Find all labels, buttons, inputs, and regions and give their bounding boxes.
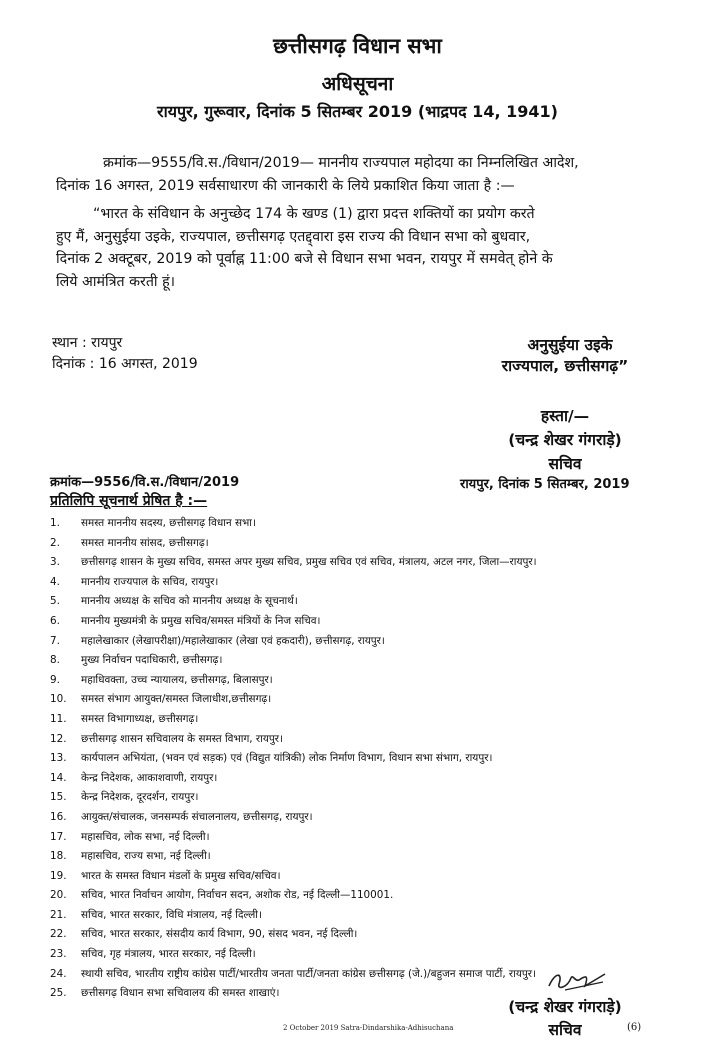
list-item-text: सचिव, भारत सरकार, विधि मंत्रालय, नई दिल्ली। <box>81 908 262 921</box>
list-item-number: 13. <box>50 752 67 765</box>
list-item-text: समस्त माननीय सांसद, छत्तीसगढ़। <box>81 536 209 549</box>
list-item-number: 23. <box>50 948 67 961</box>
list-item <box>50 534 537 554</box>
notification-heading: अधिसूचना <box>321 73 394 95</box>
assembly-title: छत्तीसगढ़ विधान सभा <box>273 34 442 58</box>
page-number: (6) <box>627 1022 642 1033</box>
list-item <box>50 925 537 945</box>
dateline: रायपुर, गुरूवार, दिनांक 5 सितम्बर 2019 (भाद्रपद 14, 1941) <box>157 102 558 121</box>
list-item-text: समस्त विभागाध्यक्ष, छत्तीसगढ़। <box>81 712 199 725</box>
summons-line: “भारत के संविधान के अनुच्छेद 174 के खण्ड (1) द्वारा प्रदत्त शक्तियों का प्रयोग करते <box>93 206 535 222</box>
list-item-number: 25. <box>50 987 67 1000</box>
list-item-text: छत्तीसगढ़ शासन सचिवालय के समस्त विभाग, रायपुर। <box>81 732 283 745</box>
list-item-number: 6. <box>50 614 60 627</box>
list-item <box>50 886 537 906</box>
list-item <box>50 632 537 652</box>
list-item <box>50 651 537 671</box>
list-item-text: आयुक्त/संचालक, जनसम्पर्क संचालनालय, छत्तीसगढ़, रायपुर। <box>81 810 313 823</box>
copy-heading: प्रतिलिपि सूचनार्थ प्रेषित है :— <box>50 493 208 509</box>
list-item-text: महासचिव, राज्य सभा, नई दिल्ली। <box>81 850 211 863</box>
list-item <box>50 984 537 1004</box>
list-item-number: 18. <box>50 850 67 863</box>
handwritten-signature <box>545 968 615 998</box>
list-item <box>50 671 537 691</box>
list-item-number: 15. <box>50 791 67 804</box>
list-item-text: माननीय राज्यपाल के सचिव, रायपुर। <box>81 575 219 588</box>
list-item <box>50 592 537 612</box>
signed-mark: हस्ता/— <box>540 407 590 425</box>
list-item-text: महालेखाकार (लेखापरीक्षा)/महालेखाकार (लेखा एवं हकदारी), छत्तीसगढ़, रायपुर। <box>81 634 385 647</box>
list-item-text: माननीय मुख्यमंत्री के प्रमुख सचिव/समस्त मंत्रियों के निज सचिव। <box>81 614 321 627</box>
list-item-text: मुख्य निर्वाचन पदाधिकारी, छत्तीसगढ़। <box>81 654 223 667</box>
list-item <box>50 769 537 789</box>
list-item <box>50 788 537 808</box>
footer-file-label: 2 October 2019 Satra-Dindarshika-Adhisuchana <box>283 1024 454 1032</box>
summons-line: दिनांक 2 अक्टूबर, 2019 को पूर्वाह्न 11:00 बजे से विधान सभा भवन, रायपुर में समवेत् होने के <box>56 251 553 267</box>
list-item <box>50 553 537 573</box>
list-item-number: 20. <box>50 889 67 902</box>
list-item-text: सचिव, गृह मंत्रालय, भारत सरकार, नई दिल्ली। <box>81 948 256 961</box>
list-item-text: माननीय अध्यक्ष के सचिव को माननीय अध्यक्ष के सूचनार्थ। <box>81 595 298 608</box>
summons-line: हुए मैं, अनुसुईया उइके, राज्यपाल, छत्तीसगढ़ एतद्द्वारा इस राज्य की विधान सभा को बुधवार, <box>56 228 531 245</box>
order-line: दिनांक 16 अगस्त, 2019 सर्वसाधारण की जानकारी के लिये प्रकाशित किया जाता है :— <box>56 177 515 194</box>
list-item-number: 7. <box>50 634 60 647</box>
order-line: क्रमांक—9555/वि.स./विधान/2019— माननीय राज्यपाल महोदया का निम्नलिखित आदेश, <box>103 155 579 171</box>
order-paragraph <box>56 152 579 197</box>
list-item-text: महाधिवक्ता, उच्च न्यायालय, छत्तीसगढ़, बिलासपुर। <box>81 673 273 686</box>
list-item <box>50 710 537 730</box>
list-item-number: 22. <box>50 928 67 941</box>
list-item-number: 8. <box>50 654 60 667</box>
copy-reference: क्रमांक—9556/वि.स./विधान/2019 <box>50 475 240 490</box>
list-item-text: स्थायी सचिव, भारतीय राष्ट्रीय कांग्रेस पार्टी/भारतीय जनता पार्टी/जनता कांग्रेस छत्तीसगढ़ (जे.)/बहुजन समाज पार्टी, रायपुर। <box>81 967 536 980</box>
list-item-text: कार्यपालन अभियंता, (भवन एवं सड़क) एवं (विद्युत यांत्रिकी) लोक निर्माण विभाग, विधान सभा संभाग, रायपुर। <box>81 752 493 765</box>
list-item <box>50 749 537 769</box>
list-item-text: केन्द्र निदेशक, आकाशवाणी, रायपुर। <box>81 771 218 784</box>
list-item <box>50 867 537 887</box>
governor-title: राज्यपाल, छत्तीसगढ़” <box>501 357 629 375</box>
list-item-number: 3. <box>50 556 60 569</box>
list-item <box>50 847 537 867</box>
distribution-list <box>50 514 537 1004</box>
list-item <box>50 514 537 534</box>
secretary-place-date: रायपुर, दिनांक 5 सितम्बर, 2019 <box>460 477 630 492</box>
summons-line: लिये आमंत्रित करती हूं। <box>56 273 175 290</box>
governor-name: अनुसुईया उइके <box>527 336 613 354</box>
order-date-line: दिनांक : 16 अगस्त, 2019 <box>52 356 198 372</box>
list-item-text: केन्द्र निदेशक, दूरदर्शन, रायपुर। <box>81 791 199 804</box>
list-item <box>50 828 537 848</box>
list-item-number: 1. <box>50 517 60 529</box>
list-item-number: 11. <box>50 712 67 725</box>
list-item <box>50 906 537 926</box>
list-item-number: 5. <box>50 595 60 608</box>
secretary-name: (चन्द्र शेखर गंगराड़े) <box>508 431 622 449</box>
list-item <box>50 690 537 710</box>
summons-paragraph <box>56 203 553 293</box>
list-item <box>50 945 537 965</box>
list-item-text: समस्त संभाग आयुक्त/समस्त जिलाधीश,छत्तीसगढ़। <box>81 693 272 706</box>
place-line: स्थान : रायपुर <box>52 335 123 351</box>
list-item-text: समस्त माननीय सदस्य, छत्तीसगढ़ विधान सभा। <box>81 517 256 529</box>
list-item-text: भारत के समस्त विधान मंडलों के प्रमुख सचिव/सचिव। <box>81 869 281 882</box>
list-item-text: सचिव, भारत सरकार, संसदीय कार्य विभाग, 90, संसद भवन, नई दिल्ली। <box>81 928 358 941</box>
list-item-number: 9. <box>50 673 60 686</box>
list-item-number: 14. <box>50 771 67 784</box>
list-item-number: 24. <box>50 967 67 980</box>
list-item-number: 16. <box>50 810 67 823</box>
list-item-text: महासचिव, लोक सभा, नई दिल्ली। <box>81 830 210 843</box>
bottom-secretary-title: सचिव <box>548 1021 582 1039</box>
bottom-secretary-name: (चन्द्र शेखर गंगराड़े) <box>508 998 622 1016</box>
list-item-text: सचिव, भारत निर्वाचन आयोग, निर्वाचन सदन, अशोक रोड, नई दिल्ली—110001. <box>81 889 394 902</box>
list-item <box>50 965 537 985</box>
list-item-number: 10. <box>50 693 67 706</box>
secretary-title: सचिव <box>548 455 582 473</box>
list-item-number: 2. <box>50 536 60 549</box>
list-item-number: 21. <box>50 908 67 921</box>
list-item-text: छत्तीसगढ़ शासन के मुख्य सचिव, समस्त अपर मुख्य सचिव, प्रमुख सचिव एवं सचिव, मंत्रालय, अटल नगर, जिला—रायपुर। <box>81 556 537 569</box>
list-item-number: 4. <box>50 575 60 588</box>
list-item <box>50 730 537 750</box>
list-item-number: 19. <box>50 869 67 882</box>
list-item-number: 17. <box>50 830 67 843</box>
list-item <box>50 612 537 632</box>
list-item-text: छत्तीसगढ़ विधान सभा सचिवालय की समस्त शाखाएं। <box>81 987 280 1000</box>
list-item <box>50 573 537 593</box>
list-item-number: 12. <box>50 732 67 745</box>
list-item <box>50 808 537 828</box>
